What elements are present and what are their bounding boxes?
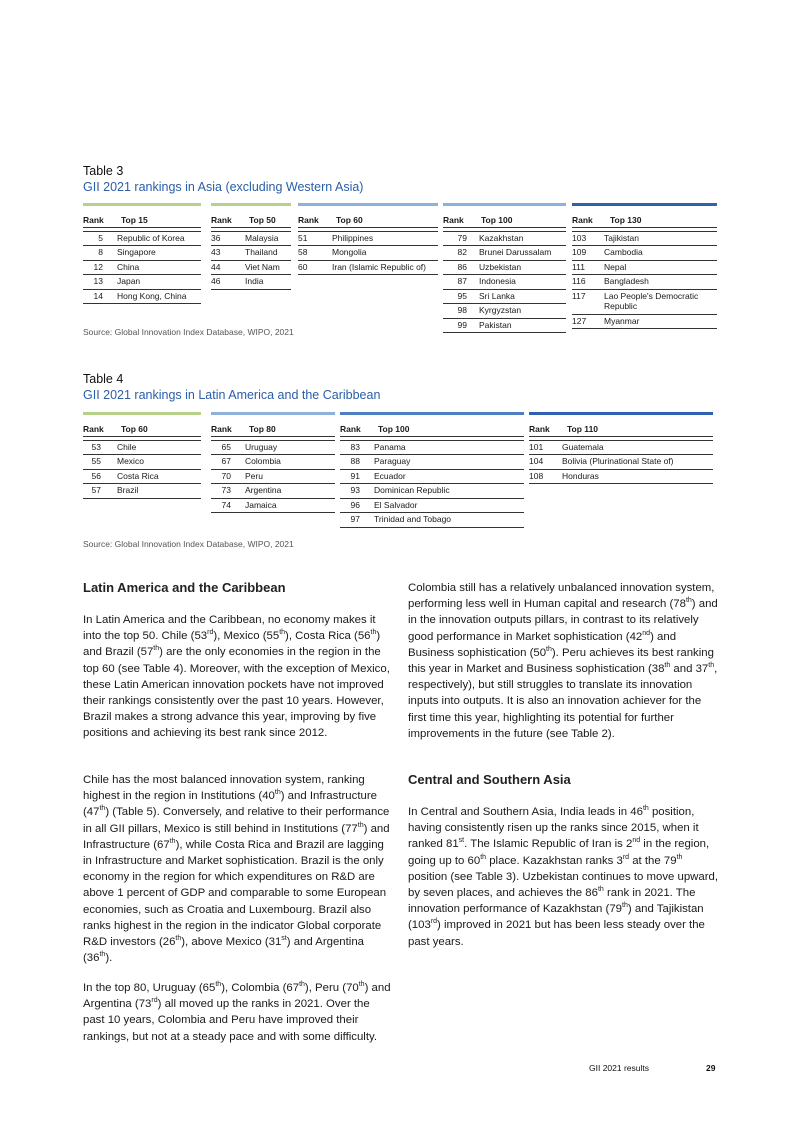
economy-name: Bangladesh [604, 276, 649, 286]
economy-name: Ecuador [374, 470, 406, 481]
economy-name: Indonesia [479, 276, 516, 286]
rank-value: 93 [350, 485, 360, 495]
rank-value: 58 [298, 247, 308, 257]
rank-value: 127 [572, 315, 587, 326]
rank-value: 12 [93, 261, 103, 272]
color-bar [572, 203, 717, 206]
column-header [340, 424, 524, 437]
column-header [211, 424, 335, 437]
color-bar [211, 203, 291, 206]
economy-name: Brunei Darussalam [479, 247, 552, 257]
rank-value: 79 [457, 232, 467, 243]
rank-header: Rank [83, 423, 104, 434]
group-header: Top 100 [378, 423, 410, 434]
table-row [211, 441, 335, 456]
table-row [340, 513, 524, 528]
group-header: Top 50 [249, 214, 276, 225]
economy-name: Iran (Islamic Republic of) [332, 261, 427, 272]
table-row [340, 484, 524, 499]
table-row [443, 304, 566, 319]
column-header [572, 215, 717, 228]
table-row [298, 246, 438, 261]
rank-value: 95 [457, 290, 467, 301]
economy-name: Mexico [117, 456, 144, 466]
rank-value: 55 [91, 456, 101, 466]
group-header: Top 60 [121, 423, 148, 434]
economy-name: Sri Lanka [479, 290, 515, 301]
rank-value: 60 [298, 261, 308, 272]
table-row [340, 499, 524, 514]
rank-value: 36 [211, 232, 221, 243]
table-row [211, 246, 291, 261]
table4-group-top-60 [83, 412, 201, 499]
economy-name: Uzbekistan [479, 261, 522, 272]
economy-name: El Salvador [374, 499, 418, 510]
rank-value: 83 [350, 441, 360, 452]
group-header: Top 100 [481, 214, 513, 225]
economy-name: Viet Nam [245, 261, 280, 272]
rank-value: 51 [298, 232, 308, 243]
rank-value: 101 [529, 441, 544, 452]
paragraph-latin-america-2: Chile has the most balanced innovation system, ranking highest in the region in Institutions (40th) and Infrastructure (47th) (Table 5). Conversely, and relative to their performance in all GII pillars, Mexico is still behind in Institutions (77th) and Infrastructure (67th), while Costa Rica and Brazil are lagging in Infrastructure and Market sophistication. Brazil is the only economy in the region for which expenditures on R&D are above 1 percent of GDP and comparable to some European economies, such as Croatia and Luxembourg. Brazil also ranks highest in the region in the indicator Global corporate R&D investors (26th), above Mexico (31st) and Argentina (36th). [83, 774, 390, 965]
economy-name: Hong Kong, China [117, 290, 187, 301]
rank-value: 8 [98, 247, 103, 257]
table-row [298, 261, 438, 276]
table-row [83, 290, 201, 305]
economy-name: Bolivia (Plurinational State of) [562, 456, 674, 466]
paragraph-colombia: Colombia still has a relatively unbalanced innovation system, performing less well in Human capital and research (78th) and in the innovation outputs pillars, in contrast to its relatively good performance in Market sophistication (42nd) and Business sophistication (50th). Peru achieves its best ranking this year in Market and Business sophistication (38th and 37th, respectively), but still struggles to translate its innovation inputs into outputs. It is also an innovation achiever for the first time this year, highlighting its potential for further improvements in the future (see Table 2). [408, 582, 718, 740]
table-row [83, 261, 201, 276]
column-header [529, 424, 713, 437]
economy-name: Peru [245, 470, 263, 481]
table-row [83, 470, 201, 485]
section-heading-latin-america: Latin America and the Caribbean [83, 580, 286, 595]
group-header: Top 110 [567, 423, 599, 434]
rank-header: Rank [340, 423, 361, 434]
table-row [572, 246, 717, 261]
table-row [340, 441, 524, 456]
economy-name: Argentina [245, 485, 282, 495]
rank-value: 99 [457, 319, 467, 330]
table-row [83, 232, 201, 247]
table-row [572, 315, 717, 330]
economy-name: Paraguay [374, 456, 411, 466]
color-bar [211, 412, 335, 415]
table-row [211, 261, 291, 276]
column-header [83, 215, 201, 228]
rank-value: 57 [91, 485, 101, 495]
economy-name: China [117, 261, 140, 272]
table-row [340, 470, 524, 485]
rank-value: 46 [211, 276, 221, 286]
rank-header: Rank [443, 214, 464, 225]
rank-value: 109 [572, 247, 587, 257]
economy-name: Uruguay [245, 441, 278, 452]
economy-name: Tajikistan [604, 232, 639, 243]
table-row [443, 275, 566, 290]
table3-group-top-15 [83, 203, 201, 304]
table-row [443, 319, 566, 334]
paragraph-latin-america-3: In the top 80, Uruguay (65th), Colombia (67th), Peru (70th) and Argentina (73rd) all moved up the ranks in 2021. Over the past 10 years, Colombia and Peru have improved their rankings, but not at a steady pace and with some difficulty. [83, 981, 391, 1043]
table-row [572, 290, 717, 315]
rank-value: 43 [211, 247, 221, 257]
table4-group-top-110 [529, 412, 713, 484]
rank-header: Rank [211, 423, 232, 434]
color-bar [83, 412, 201, 415]
table4-label: Table 4 [83, 372, 124, 386]
rank-value: 44 [211, 261, 221, 272]
table-row [443, 261, 566, 276]
group-header: Top 130 [610, 214, 642, 225]
rank-header: Rank [83, 214, 104, 225]
table-row [211, 232, 291, 247]
rank-value: 108 [529, 470, 544, 481]
rank-value: 116 [572, 276, 586, 286]
economy-name: Honduras [562, 470, 599, 481]
economy-name: Japan [117, 276, 141, 286]
rank-header: Rank [211, 214, 232, 225]
table-row [211, 470, 335, 485]
table4-source: Source: Global Innovation Index Database, WIPO, 2021 [83, 539, 294, 549]
group-header: Top 60 [336, 214, 363, 225]
table-row [83, 484, 201, 499]
economy-name: Cambodia [604, 247, 643, 257]
rank-value: 5 [98, 232, 103, 243]
rank-value: 96 [350, 499, 360, 510]
table-row [211, 275, 291, 290]
economy-name: Chile [117, 441, 137, 452]
economy-name: Malaysia [245, 232, 279, 243]
rank-value: 111 [572, 261, 585, 272]
table-row [83, 441, 201, 456]
economy-name: Panama [374, 441, 406, 452]
rank-value: 117 [572, 290, 586, 301]
economy-name: Thailand [245, 247, 278, 257]
paragraph-latin-america-1: In Latin America and the Caribbean, no economy makes it into the top 50. Chile (53rd), Mexico (55th), Costa Rica (56th) and Brazil (57th) are the only economies in the region in the top 60 (see Table 4). Moreover, with the exception of Mexico, these Latin American innovation pockets have not improved their rankings consistently over the past 10 years. However, Brazil makes a strong advance this year, improving by five positions and achieving its best rank since 2012. [83, 614, 390, 740]
group-header: Top 15 [121, 214, 148, 225]
table3-group-top-130 [572, 203, 717, 329]
table-row [529, 455, 713, 470]
table-row [298, 232, 438, 247]
rank-value: 65 [221, 441, 231, 452]
color-bar [443, 203, 566, 206]
table3-group-top-50 [211, 203, 291, 290]
rank-value: 56 [91, 470, 101, 481]
table-row [83, 246, 201, 261]
color-bar [298, 203, 438, 206]
rank-header: Rank [298, 214, 319, 225]
color-bar [529, 412, 713, 415]
page-number: 29 [706, 1063, 716, 1073]
rank-value: 98 [457, 305, 467, 315]
column-header [211, 215, 291, 228]
rank-value: 82 [457, 247, 467, 257]
rank-value: 103 [572, 232, 587, 243]
table-row [572, 261, 717, 276]
table-row [211, 499, 335, 514]
table-row [83, 455, 201, 470]
economy-name: Lao People's Democratic Republic [604, 290, 699, 311]
section-heading-central-southern-asia: Central and Southern Asia [408, 772, 571, 787]
economy-name: Myanmar [604, 315, 640, 326]
group-header: Top 80 [249, 423, 276, 434]
table3-group-top-60 [298, 203, 438, 275]
column-header [443, 215, 566, 228]
color-bar [340, 412, 524, 415]
table4-title: GII 2021 rankings in Latin America and the Caribbean [83, 388, 381, 402]
column-header [83, 424, 201, 437]
economy-name: Colombia [245, 456, 281, 466]
table3-title: GII 2021 rankings in Asia (excluding Western Asia) [83, 180, 364, 194]
table4-group-top-80 [211, 412, 335, 513]
economy-name: Republic of Korea [117, 232, 185, 243]
economy-name: Singapore [117, 247, 156, 257]
table3-group-top-100 [443, 203, 566, 333]
rank-value: 91 [350, 470, 360, 481]
economy-name: Kyrgyzstan [479, 305, 522, 315]
footer-label: GII 2021 results [589, 1063, 650, 1073]
economy-name: Pakistan [479, 319, 512, 330]
table-row [529, 470, 713, 485]
table-row [572, 232, 717, 247]
table-row [211, 484, 335, 499]
table4-group-top-100 [340, 412, 524, 528]
economy-name: Kazakhstan [479, 232, 524, 243]
rank-value: 67 [221, 456, 231, 466]
rank-value: 88 [350, 456, 360, 466]
economy-name: Guatemala [562, 441, 604, 452]
rank-value: 97 [350, 514, 360, 524]
rank-value: 86 [457, 261, 467, 272]
economy-name: Nepal [604, 261, 627, 272]
rank-value: 74 [221, 499, 231, 510]
table-row [443, 246, 566, 261]
table-row [529, 441, 713, 456]
rank-value: 14 [93, 290, 103, 301]
economy-name: Trinidad and Tobago [374, 514, 452, 524]
rank-header: Rank [572, 214, 593, 225]
table-row [211, 455, 335, 470]
economy-name: Jamaica [245, 499, 277, 510]
rank-value: 87 [457, 276, 467, 286]
table3-source: Source: Global Innovation Index Database, WIPO, 2021 [83, 327, 294, 337]
economy-name: Dominican Republic [374, 485, 450, 495]
economy-name: Costa Rica [117, 470, 159, 481]
rank-value: 13 [93, 276, 103, 286]
table3-label: Table 3 [83, 164, 124, 178]
table-row [443, 290, 566, 305]
paragraph-central-southern-asia: In Central and Southern Asia, India leads in 46th position, having consistently risen up the ranks since 2015, when it ranked 81st. The Islamic Republic of Iran is 2nd in the region, going up to 60th place. Kazakhstan ranks 3rd at the 79th position (see Table 3). Uzbekistan continues to move upward, by seven places, and achieves the 86th rank in 2021. The innovation performance of Kazakhstan (79th) and Tajikistan (103rd) improved in 2021 but has been less steady over the past years. [408, 805, 719, 948]
economy-name: Brazil [117, 485, 139, 495]
rank-header: Rank [529, 423, 550, 434]
rank-value: 73 [221, 485, 231, 495]
economy-name: Mongolia [332, 247, 367, 257]
table-row [83, 275, 201, 290]
column-header [298, 215, 438, 228]
rank-value: 104 [529, 456, 544, 466]
table-row [340, 455, 524, 470]
rank-value: 70 [221, 470, 231, 481]
rank-value: 53 [91, 441, 101, 452]
economy-name: Philippines [332, 232, 374, 243]
color-bar [83, 203, 201, 206]
table-row [572, 275, 717, 290]
table-row [443, 232, 566, 247]
economy-name: India [245, 276, 264, 286]
